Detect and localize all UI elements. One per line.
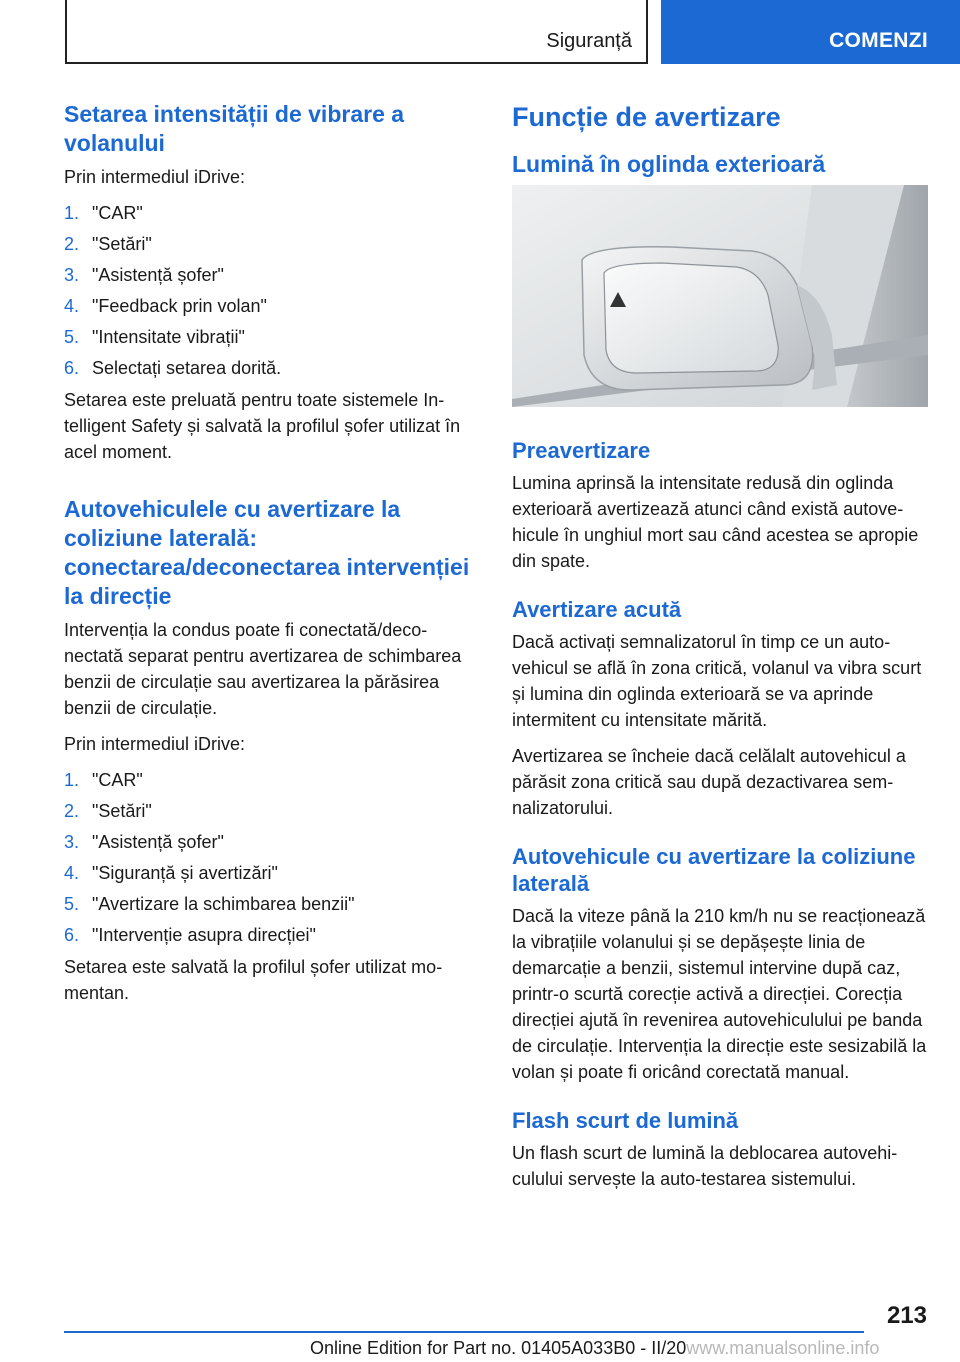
list-item: 4. "Feedback prin volan" bbox=[64, 296, 267, 316]
subsection-title-acute-warning: Avertizare acută bbox=[512, 597, 682, 622]
right-column bbox=[512, 100, 928, 1202]
list-item: 2. "Setări" bbox=[64, 801, 152, 821]
list-item: 2. "Setări" bbox=[64, 234, 152, 254]
list-item: 4. "Siguranță și avertizări" bbox=[64, 863, 278, 883]
header-section-tab bbox=[65, 0, 648, 64]
subsection-title-side-collision: Autovehicule cu avertizare la coliziune laterală bbox=[512, 844, 916, 896]
steps-list-vibration bbox=[64, 200, 480, 381]
mirror-illustration bbox=[512, 185, 928, 407]
header-chapter-tab bbox=[661, 0, 960, 64]
list-item: 5. "Avertizare la schimbarea benzii" bbox=[64, 894, 355, 914]
body-text: Setarea este preluată pentru toate sistemele Intelligent Safety și salvată la profilul șofer utilizat în acel moment. bbox=[64, 390, 461, 462]
intro-text: Prin intermediul iDrive: bbox=[64, 167, 246, 187]
section-title-vibration: Setarea intensității de vibrare a volanului bbox=[64, 101, 405, 156]
subsection-title-prewarning: Preavertizare bbox=[512, 438, 651, 463]
page-number: 213 bbox=[886, 1302, 927, 1329]
list-item: 6. "Intervenție asupra direcției" bbox=[64, 925, 316, 945]
list-item: 1. "CAR" bbox=[64, 770, 143, 790]
body-text: Setarea este salvată la profilul șofer utilizat momentan. bbox=[64, 957, 443, 1003]
section-label: Siguranță bbox=[546, 30, 632, 52]
body-text: Dacă activați semnalizatorul în timp ce un autovehicul se află în zona critică, volanul va vibra scurt și lumina din oglinda exterioară se va aprinde intermitent cu intensitate mărită. bbox=[512, 632, 922, 730]
section-title-steering-intervention: Autovehiculele cu avertizare la coliziune laterală: conectarea/deconectarea intervenției la direcție bbox=[64, 496, 470, 609]
edition-text: Online Edition for Part no. 01405A033B0 - II/20 bbox=[310, 1338, 687, 1358]
body-text: Lumina aprinsă la intensitate redusă din oglinda exterioară avertizează atunci când există autovehicule în unghiul mort sau când acestea se apropie din spate. bbox=[512, 473, 919, 571]
footer-note bbox=[310, 1338, 879, 1359]
footer-rule bbox=[64, 1331, 864, 1333]
intro-text: Prin intermediul iDrive: bbox=[64, 734, 246, 754]
steps-list-steering bbox=[64, 767, 480, 948]
body-text: Un flash scurt de lumină la deblocarea autovehiculului servește la auto-testarea sistemului. bbox=[512, 1143, 898, 1189]
site-watermark: www.manualsonline.info bbox=[686, 1338, 880, 1358]
body-text: Dacă la viteze până la 210 km/h nu se reacționează la vibrațiile volanului și se depășește linia de demarcație a benzii, sistemul intervine după caz, printr-o scurtă corecție activă a direcției. Corecția direcției ajută în revenirea autovehiculului pe banda de circulație. Intervenția la direcție este sesizabilă la volan și poate fi oricând corectată manual. bbox=[512, 906, 927, 1082]
left-column bbox=[64, 100, 480, 1016]
list-item: 6. Selectați setarea dorită. bbox=[64, 358, 282, 378]
list-item: 1. "CAR" bbox=[64, 203, 143, 223]
body-text: Avertizarea se încheie dacă celălalt autovehicul a părăsit zona critică sau după dezactivarea semnalizatorului. bbox=[512, 746, 906, 818]
chapter-title: Funcție de avertizare bbox=[512, 102, 781, 132]
list-item: 3. "Asistență șofer" bbox=[64, 832, 224, 852]
list-item: 5. "Intensitate vibrații" bbox=[64, 327, 245, 347]
list-item: 3. "Asistență șofer" bbox=[64, 265, 224, 285]
subsection-title-flash: Flash scurt de lumină bbox=[512, 1108, 739, 1133]
body-text: Intervenția la condus poate fi conectată/deconectată separat pentru avertizarea de schimbarea benzii de circulație sau avertizarea la părăsirea benzii de circulație. bbox=[64, 620, 462, 718]
chapter-label: COMENZI bbox=[829, 29, 928, 52]
section-title-mirror-light: Lumină în oglinda exterioară bbox=[512, 151, 826, 177]
